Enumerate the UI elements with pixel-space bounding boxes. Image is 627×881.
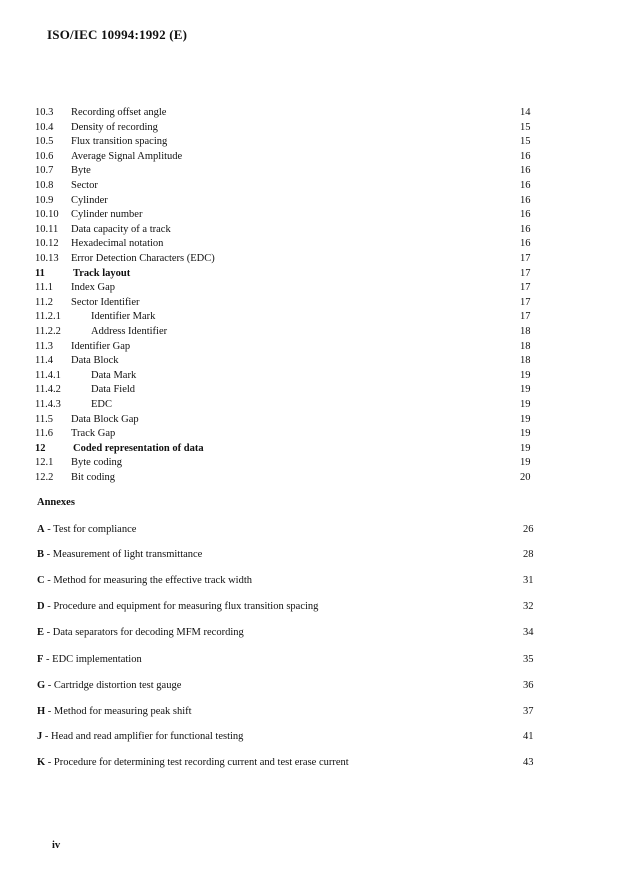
toc-entry-title: Flux transition spacing — [71, 136, 168, 148]
annex-entry-title: C - Method for measuring the effective track width — [37, 575, 252, 586]
toc-entry-title: Error Detection Characters (EDC) — [71, 253, 215, 264]
annex-entry-page: 35 — [523, 654, 534, 665]
annex-entry[interactable] — [0, 625, 627, 640]
toc-entry[interactable] — [0, 456, 627, 470]
toc-entry-page: 17 — [520, 253, 531, 264]
annex-title-text: Test for compliance — [53, 524, 137, 535]
annex-letter: A — [37, 524, 45, 535]
toc-entry-title: Hexadecimal notation — [71, 238, 164, 250]
toc-entry[interactable] — [0, 179, 627, 193]
toc-entry[interactable] — [0, 150, 627, 164]
toc-entry-page: 19 — [520, 442, 531, 454]
toc-entry-number: 11.6 — [35, 428, 53, 440]
toc-entry-number: 10.5 — [35, 136, 54, 148]
annex-title-text: Head and read amplifier for functional testing — [51, 731, 244, 742]
toc-entry-number: 11.2.1 — [35, 311, 61, 323]
toc-entry-title: Track Gap — [71, 428, 116, 440]
toc-entry-title: Track layout — [73, 267, 131, 279]
toc-entry-number: 11 — [35, 267, 45, 279]
toc-entry-page: 18 — [520, 355, 531, 367]
annex-title-text: Method for measuring the effective track width — [53, 575, 252, 586]
toc-entry-title: Cylinder number — [71, 209, 143, 221]
toc-entry-page: 19 — [520, 399, 531, 410]
toc-entry[interactable] — [0, 354, 627, 368]
toc-entry-page: 17 — [520, 311, 531, 323]
annex-title-text: EDC implementation — [52, 654, 142, 665]
annex-entry[interactable] — [0, 678, 627, 693]
toc-entry-number: 10.10 — [35, 209, 59, 221]
toc-entry-number: 11.4.1 — [35, 369, 61, 381]
toc-entry[interactable] — [0, 310, 627, 324]
annex-entry-page: 41 — [523, 731, 534, 742]
toc-entry[interactable] — [0, 383, 627, 397]
toc-entry-number: 10.12 — [35, 238, 59, 250]
document-header: ISO/IEC 10994:1992 (E) — [47, 27, 188, 42]
toc-entry-title: Average Signal Amplitude — [71, 150, 183, 162]
toc-entry-title: Data capacity of a track — [71, 223, 171, 235]
annex-title-text: Data separators for decoding MFM recording — [52, 627, 244, 638]
annex-letter: G — [37, 680, 46, 691]
toc-entry-title: Coded representation of data — [73, 442, 204, 454]
toc-entry[interactable] — [0, 237, 627, 251]
annex-entry-title: D - Procedure and equipment for measuring flux transition spacing — [37, 601, 319, 612]
toc-entry-page: 16 — [520, 209, 531, 221]
toc-entry-page: 19 — [520, 369, 531, 381]
annex-entry[interactable] — [0, 729, 627, 744]
annex-entry[interactable] — [0, 704, 627, 719]
toc-entry-page: 16 — [520, 150, 531, 162]
toc-entry-number: 11.4 — [35, 355, 53, 367]
annex-letter: C — [37, 575, 45, 586]
toc-entry-number: 11.2 — [35, 296, 53, 308]
annex-title-text: Method for measuring peak shift — [53, 706, 192, 717]
annex-entry-page: 31 — [523, 575, 534, 586]
toc-entry[interactable] — [0, 121, 627, 135]
annex-entry[interactable] — [0, 573, 627, 588]
toc-entry-number: 10.6 — [35, 150, 54, 162]
toc-entry-number: 11.1 — [35, 282, 53, 294]
annex-entry[interactable] — [0, 652, 627, 667]
annex-letter: E — [37, 627, 45, 638]
annex-entry-page: 32 — [523, 601, 534, 612]
toc-entry[interactable] — [0, 325, 627, 339]
toc-entry-number: 11.3 — [35, 340, 53, 352]
toc-entry-page: 17 — [520, 282, 531, 294]
toc-entry[interactable] — [0, 164, 627, 178]
toc-entry-number: 10.13 — [35, 253, 59, 264]
toc-entry-title: Byte — [71, 165, 91, 177]
toc-entry-page: 16 — [520, 180, 531, 191]
toc-entry[interactable] — [0, 369, 627, 383]
toc-entry-number: 10.11 — [35, 223, 59, 235]
toc-entry[interactable] — [0, 267, 627, 281]
annex-letter: B — [37, 549, 45, 560]
toc-entry-number: 10.9 — [35, 194, 54, 206]
annex-entry[interactable] — [0, 755, 627, 770]
toc-entry-title: Identifier Gap — [71, 340, 131, 352]
toc-entry-title: Data Block — [71, 355, 119, 367]
annex-entry-title: H - Method for measuring peak shift — [37, 706, 192, 717]
toc-entry[interactable] — [0, 194, 627, 208]
toc-entry-title: Byte coding — [71, 457, 123, 469]
toc-entry-title: Sector Identifier — [71, 296, 140, 308]
toc-entry[interactable] — [0, 442, 627, 456]
toc-entry-title: Cylinder — [71, 194, 108, 206]
toc-entry[interactable] — [0, 413, 627, 427]
toc-entry[interactable] — [0, 252, 627, 266]
toc-entry-page: 18 — [520, 326, 531, 337]
toc-entry[interactable] — [0, 427, 627, 441]
toc-entry-title: Data Mark — [91, 369, 137, 381]
annex-entry-title: A - Test for compliance — [37, 524, 137, 535]
toc-entry-number: 10.7 — [35, 165, 54, 177]
toc-entry-title: Recording offset angle — [71, 107, 167, 118]
toc-entry-number: 11.5 — [35, 413, 53, 425]
toc-entry-title: Density of recording — [71, 121, 158, 133]
toc-entry[interactable] — [0, 340, 627, 354]
toc-entry-number: 10.8 — [35, 180, 54, 191]
annex-title-text: Measurement of light transmittance — [52, 549, 203, 560]
annex-entry-page: 37 — [523, 706, 534, 717]
toc-entry[interactable] — [0, 281, 627, 295]
annexes-heading: Annexes — [37, 497, 75, 508]
toc-entry[interactable] — [0, 208, 627, 222]
toc-entry-page: 15 — [520, 136, 531, 148]
annex-entry-title: G - Cartridge distortion test gauge — [37, 680, 182, 691]
annex-entry-page: 36 — [523, 680, 534, 691]
toc-entry-page: 16 — [520, 238, 531, 250]
toc-entry[interactable] — [0, 135, 627, 149]
annex-entry[interactable] — [0, 522, 627, 537]
annex-entry-page: 43 — [523, 757, 534, 768]
toc-entry-number: 11.2.2 — [35, 326, 61, 337]
toc-entry-page: 15 — [520, 121, 531, 133]
annex-letter: H — [37, 706, 46, 717]
toc-entry[interactable] — [0, 398, 627, 412]
toc-entry[interactable] — [0, 471, 627, 485]
annex-entry-title: E - Data separators for decoding MFM recording — [37, 627, 244, 638]
annex-letter: F — [37, 654, 44, 665]
toc-entry[interactable] — [0, 106, 627, 120]
annex-entry-title: J - Head and read amplifier for functional testing — [37, 731, 244, 742]
toc-entry-number: 11.4.2 — [35, 384, 61, 396]
toc-entry-page: 17 — [520, 296, 531, 308]
toc-entry-page: 16 — [520, 194, 531, 206]
annex-entry-page: 26 — [523, 524, 534, 535]
toc-entry-number: 12.2 — [35, 472, 54, 483]
toc-entry-page: 14 — [520, 107, 531, 118]
toc-entry-page: 17 — [520, 267, 531, 279]
toc-entry-title: Bit coding — [71, 472, 116, 483]
annex-title-text: Cartridge distortion test gauge — [53, 680, 182, 691]
annex-entry[interactable] — [0, 599, 627, 614]
toc-entry-title: EDC — [91, 399, 112, 410]
toc-entry-page: 18 — [520, 340, 531, 352]
toc-entry[interactable] — [0, 296, 627, 310]
toc-entry-title: Sector — [71, 180, 98, 191]
toc-entry-title: Data Block Gap — [71, 413, 139, 425]
annex-letter: D — [37, 601, 45, 612]
toc-entry-title: Address Identifier — [91, 326, 168, 337]
page-number: iv — [52, 840, 61, 851]
toc-entry-number: 12 — [35, 442, 46, 454]
annex-entry-page: 34 — [523, 627, 534, 638]
toc-entry-title: Data Field — [91, 384, 136, 396]
annex-title-text: Procedure for determining test recording current and test erase current — [53, 757, 349, 768]
annex-entry-page: 28 — [523, 549, 534, 560]
toc-entry-number: 10.3 — [35, 107, 54, 118]
toc-entry-page: 19 — [520, 413, 531, 425]
toc-entry-page: 16 — [520, 223, 531, 235]
toc-entry-number: 11.4.3 — [35, 399, 61, 410]
toc-entry-number: 10.4 — [35, 121, 54, 133]
toc-entry-page: 19 — [520, 428, 531, 440]
annex-entry-title: B - Measurement of light transmittance — [37, 549, 203, 560]
annex-letter: J — [37, 731, 43, 742]
toc-entry-title: Index Gap — [71, 282, 116, 294]
toc-entry-title: Identifier Mark — [91, 311, 156, 323]
toc-entry-page: 19 — [520, 384, 531, 396]
toc-entry-number: 12.1 — [35, 457, 54, 469]
annex-letter: K — [37, 757, 46, 768]
toc-entry[interactable] — [0, 223, 627, 237]
toc-entry-page: 19 — [520, 457, 531, 469]
toc-entry-page: 20 — [520, 472, 531, 483]
annex-entry[interactable] — [0, 547, 627, 562]
toc-entry-page: 16 — [520, 165, 531, 177]
annex-title-text: Procedure and equipment for measuring flux transition spacing — [53, 601, 319, 612]
annex-entry-title: F - EDC implementation — [37, 654, 142, 665]
annex-entry-title: K - Procedure for determining test recording current and test erase current — [37, 757, 349, 768]
